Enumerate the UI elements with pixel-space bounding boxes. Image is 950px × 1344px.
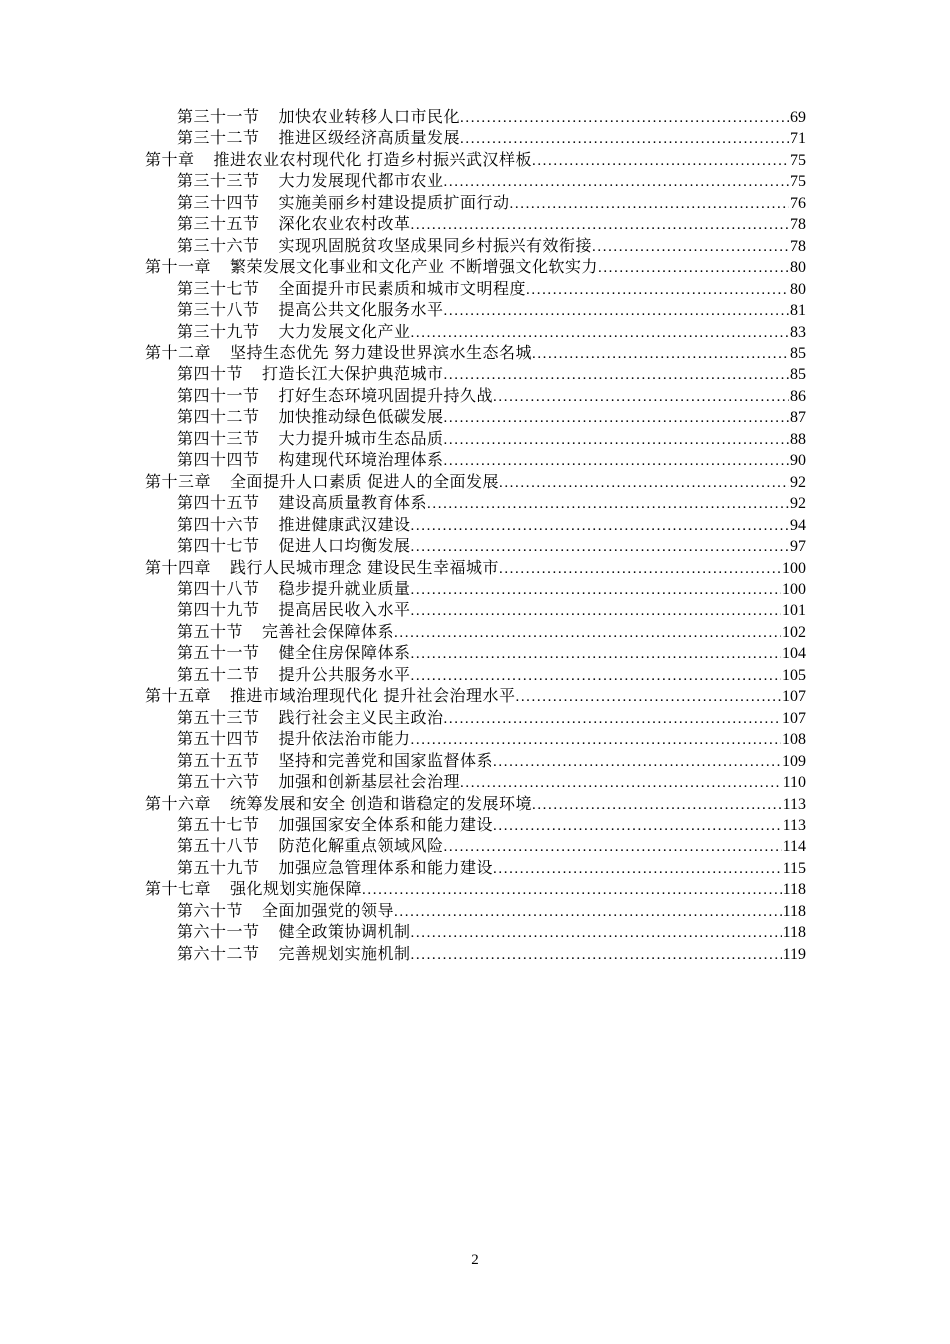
toc-entry-label: 第四十节 [177,366,244,384]
toc-entry-label: 第四十二节 [177,409,260,427]
toc-entry-title: 全面加强党的领导 [262,902,395,920]
dot-leader [444,301,789,322]
toc-entry-label: 第三十七节 [177,280,260,298]
toc-entry-label: 第五十二节 [177,666,260,684]
toc-entry-label: 第十三章 [145,473,212,491]
toc-entry-page-number: 110 [782,774,806,792]
toc-entry-label: 第十六章 [145,795,212,813]
dot-leader [394,623,781,644]
toc-entry-label: 第十四章 [145,559,212,577]
dot-leader [394,902,782,923]
toc-entry[interactable] [145,364,806,385]
toc-entry-title: 统筹发展和安全 创造和谐稳定的发展环境 [230,795,532,813]
dot-leader [460,773,782,794]
toc-entry[interactable] [145,128,806,149]
toc-entry-label: 第五十五节 [177,752,260,770]
toc-entry-title: 加快农业转移人口市民化 [278,109,461,126]
toc-entry-label: 第五十七节 [177,816,260,834]
toc-entry-page-number: 85 [790,344,806,362]
toc-entry-page-number: 86 [790,387,806,405]
toc-entry[interactable] [145,686,806,707]
toc-entry[interactable] [145,600,806,621]
toc-entry-title: 完善规划实施机制 [278,945,411,963]
toc-entry-label: 第十五章 [145,688,212,706]
toc-entry[interactable] [145,858,806,879]
toc-entry[interactable] [145,257,806,278]
toc-entry-title: 健全住房保障体系 [278,645,411,663]
dot-leader [444,365,789,386]
dot-leader [532,344,789,365]
dot-leader [411,580,781,601]
toc-entry-label: 第五十八节 [177,838,260,856]
dot-leader [444,408,789,429]
toc-entry-page-number: 100 [782,580,806,598]
toc-entry-page-number: 108 [782,731,806,749]
toc-entry-page-number: 118 [782,881,806,899]
toc-entry-title: 提升公共服务水平 [278,666,411,684]
toc-entry-label: 第十七章 [145,881,212,899]
toc-entry-label: 第五十四节 [177,731,260,749]
toc-entry-label: 第六十二节 [177,945,260,963]
dot-leader [493,816,782,837]
toc-entry-page-number: 118 [782,924,806,942]
toc-entry[interactable] [145,386,806,407]
dot-leader [532,795,782,816]
toc-entry[interactable] [145,214,806,235]
toc-entry-page-number: 94 [790,516,806,534]
toc-entry[interactable] [145,536,806,557]
toc-entry-label: 第三十一节 [177,109,260,126]
toc-entry-page-number: 78 [790,216,806,234]
toc-entry-page-number: 115 [782,859,806,877]
dot-leader [362,880,782,901]
dot-leader [493,387,789,408]
dot-leader [493,859,782,880]
toc-entry[interactable] [145,429,806,450]
toc-entry-title: 加强应急管理体系和能力建设 [278,859,494,877]
toc-entry-page-number: 107 [782,709,806,727]
toc-entry-page-number: 71 [790,130,806,148]
toc-entry-page-number: 118 [782,902,806,920]
dot-leader [411,537,789,558]
dot-leader [526,280,789,301]
toc-entry[interactable] [145,407,806,428]
toc-entry-page-number: 97 [790,538,806,556]
toc-entry-title: 打造长江大保护典范城市 [262,366,444,384]
dot-leader [444,172,789,193]
toc-entry-title: 构建现代环境治理体系 [278,452,444,470]
toc-entry-title: 推进区级经济高质量发展 [278,130,461,148]
toc-entry-title: 坚持和完善党和国家监督体系 [278,752,494,770]
dot-leader [411,644,781,665]
toc-entry-label: 第五十节 [177,623,244,641]
toc-entry[interactable] [145,751,806,772]
dot-leader [592,237,789,258]
dot-leader [532,151,789,172]
toc-entry[interactable] [145,643,806,664]
toc-entry-title: 加强和创新基层社会治理 [278,774,461,792]
toc-entry-title: 实施美丽乡村建设提质扩面行动 [278,194,510,212]
toc-entry-title: 深化农业农村改革 [278,216,411,234]
toc-entry-title: 大力发展文化产业 [278,323,411,341]
toc-entry-label: 第六十一节 [177,924,260,942]
toc-entry[interactable] [145,515,806,536]
toc-entry-label: 第三十三节 [177,173,260,191]
dot-leader [499,473,789,494]
dot-leader [411,323,789,344]
toc-entry-title: 提高居民收入水平 [278,602,411,620]
dot-leader [411,215,789,236]
toc-entry-page-number: 80 [790,280,806,298]
toc-entry-title: 大力提升城市生态品质 [278,430,444,448]
toc-entry[interactable] [145,493,806,514]
toc-entry-label: 第三十四节 [177,194,260,212]
toc-entry[interactable] [145,922,806,943]
dot-leader [493,752,781,773]
toc-entry-title: 践行人民城市理念 建设民生幸福城市 [230,559,499,577]
dot-leader [411,945,782,966]
toc-entry-title: 强化规划实施保障 [230,881,363,899]
toc-entry[interactable] [145,150,806,171]
toc-entry-page-number: 90 [790,452,806,470]
toc-entry[interactable] [145,794,806,815]
toc-entry-page-number: 114 [782,838,806,856]
dot-leader [598,258,789,279]
toc-entry-page-number: 69 [790,109,806,126]
toc-entry[interactable] [145,236,806,257]
dot-leader [411,730,781,751]
table-of-contents [145,107,806,965]
toc-entry-label: 第三十九节 [177,323,260,341]
toc-entry-title: 加快推动绿色低碳发展 [278,409,444,427]
toc-entry-title: 繁荣发展文化事业和文化产业 不断增强文化软实力 [230,259,598,277]
toc-entry[interactable] [145,579,806,600]
toc-entry-label: 第三十五节 [177,216,260,234]
toc-entry[interactable] [145,944,806,965]
toc-entry-title: 实现巩固脱贫攻坚成果同乡村振兴有效衔接 [278,237,593,255]
dot-leader [510,194,789,215]
toc-entry[interactable] [145,708,806,729]
dot-leader [444,709,781,730]
toc-entry-label: 第三十八节 [177,302,260,320]
toc-entry[interactable] [145,729,806,750]
toc-entry-page-number: 105 [782,666,806,684]
toc-entry-label: 第十一章 [145,259,212,277]
dot-leader [411,666,781,687]
toc-entry-page-number: 109 [782,752,806,770]
toc-entry-label: 第四十九节 [177,602,260,620]
toc-entry-page-number: 104 [782,645,806,663]
toc-entry-page-number: 85 [790,366,806,384]
toc-entry-label: 第六十节 [177,902,244,920]
toc-entry-label: 第四十七节 [177,538,260,556]
dot-leader [427,494,789,515]
toc-entry[interactable] [145,107,806,128]
toc-entry-page-number: 83 [790,323,806,341]
toc-entry-title: 大力发展现代都市农业 [278,173,444,191]
toc-entry-label: 第四十四节 [177,452,260,470]
toc-entry[interactable] [145,772,806,793]
toc-entry-title: 推进健康武汉建设 [278,516,411,534]
toc-entry-page-number: 113 [782,816,806,834]
dot-leader [460,108,789,129]
toc-entry-title: 稳步提升就业质量 [278,580,411,598]
toc-entry-title: 防范化解重点领域风险 [278,838,444,856]
toc-entry-page-number: 81 [790,302,806,320]
dot-leader [411,601,781,622]
toc-entry-page-number: 101 [782,602,806,620]
toc-entry-title: 建设高质量教育体系 [278,495,428,513]
toc-entry[interactable] [145,171,806,192]
dot-leader [460,129,789,150]
toc-entry-label: 第四十五节 [177,495,260,513]
toc-entry[interactable] [145,815,806,836]
toc-entry[interactable] [145,901,806,922]
toc-entry-title: 践行社会主义民主政治 [278,709,444,727]
toc-entry-title: 促进人口均衡发展 [278,538,411,556]
toc-entry-label: 第三十六节 [177,237,260,255]
dot-leader [444,430,789,451]
toc-entry-title: 提升依法治市能力 [278,731,411,749]
dot-leader [444,451,789,472]
toc-entry-page-number: 76 [790,194,806,212]
toc-entry[interactable] [145,300,806,321]
toc-entry-title: 推进农业农村现代化 打造乡村振兴武汉样板 [213,151,532,169]
toc-entry-page-number: 75 [790,173,806,191]
toc-entry[interactable] [145,558,806,579]
toc-entry-title: 推进市域治理现代化 提升社会治理水平 [230,688,516,706]
toc-entry-title: 全面提升市民素质和城市文明程度 [278,280,527,298]
toc-entry-label: 第十章 [145,151,195,169]
toc-entry[interactable] [145,472,806,493]
toc-entry-page-number: 119 [782,945,806,963]
page-number-footer: 2 [471,1252,479,1268]
dot-leader [411,923,782,944]
toc-entry-title: 完善社会保障体系 [262,623,395,641]
toc-entry-page-number: 78 [790,237,806,255]
toc-entry-page-number: 75 [790,151,806,169]
toc-entry-title: 提高公共文化服务水平 [278,302,444,320]
toc-entry-page-number: 87 [790,409,806,427]
toc-entry-title: 全面提升人口素质 促进人的全面发展 [230,473,499,491]
toc-entry-page-number: 113 [782,795,806,813]
toc-entry[interactable] [145,879,806,900]
toc-entry-page-number: 88 [790,430,806,448]
toc-entry[interactable] [145,279,806,300]
toc-entry-label: 第五十六节 [177,774,260,792]
toc-entry-label: 第四十八节 [177,580,260,598]
toc-entry-label: 第三十二节 [177,130,260,148]
dot-leader [444,837,782,858]
toc-entry-title: 坚持生态优先 努力建设世界滨水生态名城 [230,344,532,362]
toc-entry-label: 第五十一节 [177,645,260,663]
toc-entry-label: 第五十九节 [177,859,260,877]
toc-entry[interactable] [145,622,806,643]
toc-entry-label: 第四十六节 [177,516,260,534]
toc-entry[interactable] [145,322,806,343]
toc-entry-label: 第四十三节 [177,430,260,448]
toc-entry-page-number: 92 [790,473,806,491]
dot-leader [515,687,781,708]
toc-entry[interactable] [145,343,806,364]
toc-entry-label: 第五十三节 [177,709,260,727]
toc-entry-title: 打好生态环境巩固提升持久战 [278,387,494,405]
toc-entry-label: 第四十一节 [177,387,260,405]
dot-leader [499,559,781,580]
toc-entry-page-number: 102 [782,623,806,641]
toc-entry-page-number: 107 [782,688,806,706]
toc-entry-page-number: 80 [790,259,806,277]
toc-entry-label: 第十二章 [145,344,212,362]
toc-entry-page-number: 100 [782,559,806,577]
dot-leader [411,516,789,537]
toc-entry[interactable] [145,193,806,214]
toc-entry-title: 加强国家安全体系和能力建设 [278,816,494,834]
toc-entry[interactable] [145,450,806,471]
toc-entry-title: 健全政策协调机制 [278,924,411,942]
toc-entry-page-number: 92 [790,495,806,513]
toc-entry[interactable] [145,836,806,857]
toc-entry[interactable] [145,665,806,686]
